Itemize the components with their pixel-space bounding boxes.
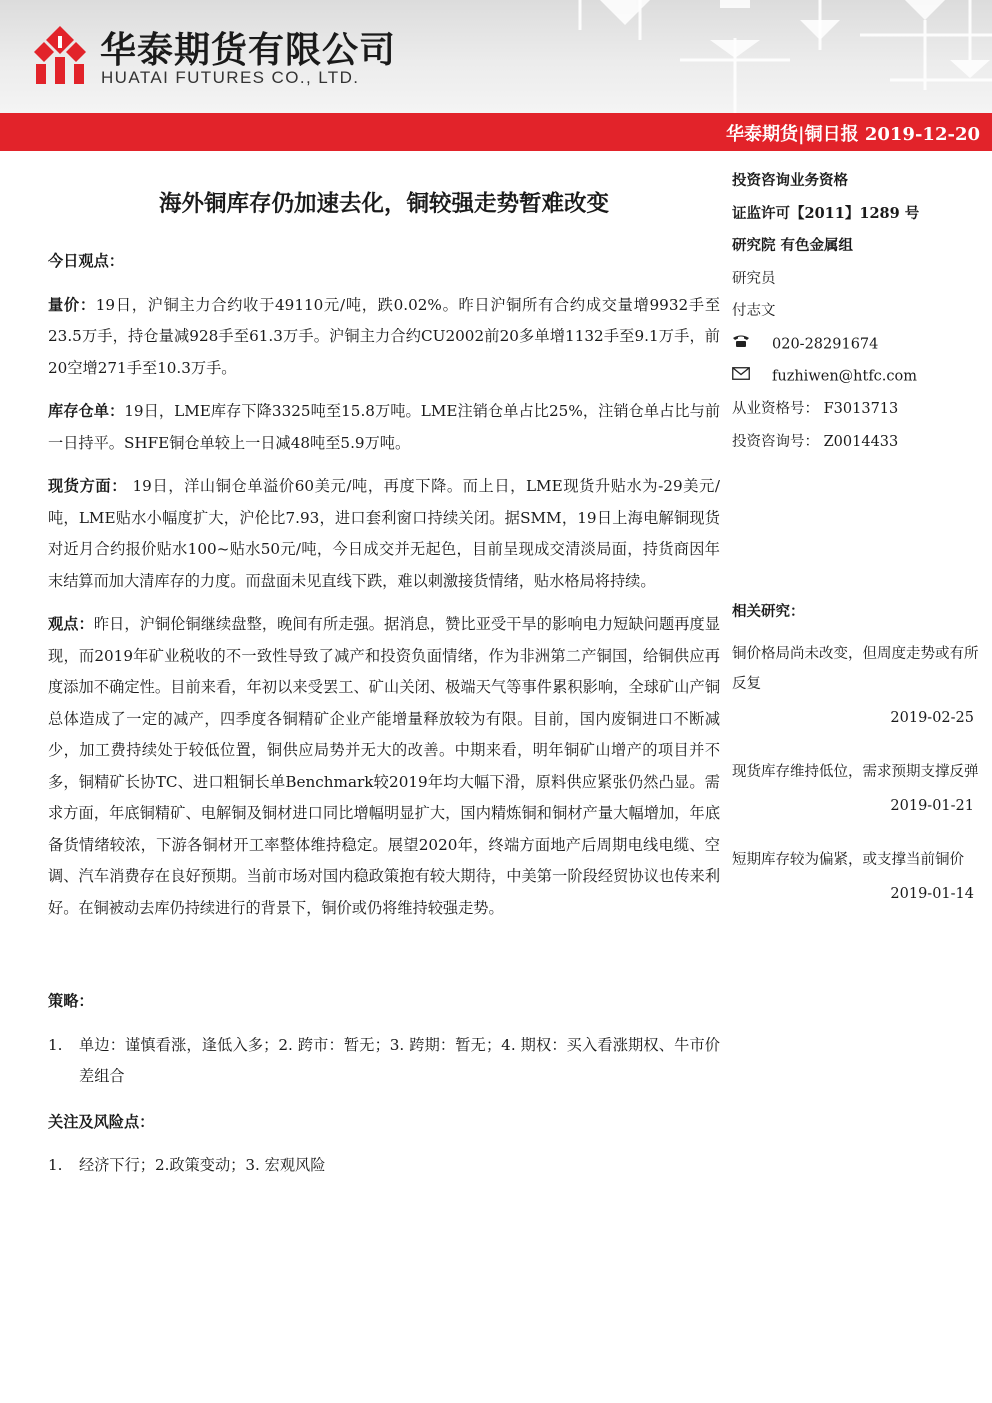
paragraph-lead: 观点： [48, 615, 94, 633]
strategy-heading: 策略： [48, 992, 94, 1010]
header-band [0, 0, 992, 113]
analyst-role: 研究员 [732, 270, 776, 287]
list-text: 经济下行；2.政策变动；3. 宏观风险 [79, 1156, 326, 1174]
today-view-heading: 今日观点： [48, 252, 124, 270]
list-number: 1. [48, 1035, 63, 1054]
list-item [48, 1150, 720, 1182]
qualification-line: 投资咨询业务资格 [732, 172, 848, 189]
paragraph-text: 19日，LME库存下降3325吨至15.8万吨。LME注销仓单占比25%，注销仓单占比与前一日持平。SHFE铜仓单较上一日减48吨至5.9万吨。 [48, 402, 721, 452]
envelope-icon [732, 360, 772, 393]
related-title[interactable]: 现货库存维持低位，需求预期支撑反弹 [732, 763, 979, 780]
analyst-name: 付志文 [732, 303, 776, 319]
list-text: 单边：谨慎看涨，逢低入多；2. 跨市：暂无；3. 跨期：暂无；4. 期权：买入看涨期权、牛市价差组合 [79, 1035, 720, 1085]
list-number: 1. [48, 1156, 63, 1174]
practice-license: 从业资格号： F3013713 [732, 401, 899, 417]
paragraph-lead: 库存仓单： [48, 402, 125, 420]
related-heading: 相关研究： [732, 603, 805, 620]
paragraph-view [48, 609, 720, 924]
related-date: 2019-01-14 [890, 885, 974, 902]
consult-license: 投资咨询号： Z0014433 [732, 433, 899, 450]
related-date: 2019-02-25 [890, 709, 974, 726]
email-row [732, 360, 980, 393]
risk-list [48, 1150, 720, 1182]
article-body [48, 180, 720, 1182]
company-logo-icon [32, 24, 88, 84]
related-title[interactable]: 短期库存较为偏紧，或支撑当前铜价 [732, 851, 964, 868]
related-date: 2019-01-21 [890, 797, 974, 814]
paragraph-volume-price [48, 290, 720, 385]
paragraph-text: 19日，沪铜主力合约收于49110元/吨，跌0.02%。昨日沪铜所有合约成交量增9932手至23.5万手，持仓量减928手至61.3万手。沪铜主力合约CU2002前20多单增1132手至9.1万手，前20空增271手至10.3万手。 [48, 295, 721, 377]
phone-icon [732, 328, 772, 361]
paragraph-inventory [48, 396, 720, 459]
email-address[interactable]: fuzhiwen@htfc.com [772, 368, 918, 385]
department: 研究院 有色金属组 [732, 237, 854, 254]
related-item[interactable] [732, 757, 980, 821]
paragraph-text: 19日，洋山铜仓单溢价60美元/吨，再度下降。而上日，LME现货升贴水为-29美元/吨，LME贴水小幅度扩大，沪伦比7.93，进口套利窗口持续关闭。据SMM，19日上海电解铜现货对近月合约报价贴水100~贴水50元/吨，今日成交并无起色，目前呈现成交清淡局面，持货商因年末结算而加大清库存的力度。而盘面未见直线下跌，难以刺激接货情绪，贴水格局将持续。 [48, 477, 720, 590]
related-item[interactable] [732, 639, 980, 733]
header-decoration [560, 0, 992, 113]
related-research [732, 596, 980, 909]
phone-row [732, 328, 980, 361]
paragraph-spot [48, 471, 720, 597]
paragraph-lead: 量价： [48, 295, 96, 314]
risk-heading: 关注及风险点： [48, 1112, 155, 1131]
related-item[interactable] [732, 845, 980, 909]
article-title: 海外铜库存仍加速去化，铜较强走势暂难改变 [158, 191, 609, 217]
company-name-en: HUATAI FUTURES CO., LTD. [101, 68, 360, 87]
license-number: 证监许可【2011】1289 号 [732, 204, 920, 222]
sidebar [732, 165, 980, 909]
related-title[interactable]: 铜价格局尚未改变，但周度走势或有所反复 [732, 645, 979, 692]
report-tag: 华泰期货|铜日报 2019-12-20 [726, 124, 980, 145]
paragraph-text: 昨日，沪铜伦铜继续盘整，晚间有所走强。据消息，赞比亚受干旱的影响电力短缺问题再度显现，而2019年矿业税收的不一致性导致了减产和投资负面情绪，作为非洲第二产铜国，给铜供应再度添加不确定性。目前来看，年初以来受罢工、矿山关闭、极端天气等事件累积影响，全球矿山产铜总体造成了一定的减产，四季度各铜精矿企业产能增量释放较为有限。目前，国内废铜进口不断减少，加工费持续处于较低位置，铜供应局势并无大的改善。中期来看，明年铜矿山增产的项目并不多，铜精矿长协TC、进口粗铜长单Benchmark较2019年均大幅下滑，原料供应紧张仍然凸显。需求方面，年底铜精矿、电解铜及铜材进口同比增幅明显扩大，国内精炼铜和铜材产量大幅增加，年底备货情绪较浓，下游各铜材开工率整体维持稳定。展望2020年，终端方面地产后周期电线电缆、空调、汽车消费存在良好预期。当前市场对国内稳政策抱有较大期待，中美第一阶段经贸协议也传来利好。在铜被动去库仍持续进行的背景下，铜价或仍将维持较强走势。 [48, 615, 721, 917]
paragraph-lead: 现货方面： [48, 477, 128, 495]
list-item [48, 1030, 720, 1093]
strategy-list [48, 1030, 720, 1093]
phone-number: 020-28291674 [772, 335, 879, 352]
company-name-cn: 华泰期货有限公司 [100, 30, 397, 71]
